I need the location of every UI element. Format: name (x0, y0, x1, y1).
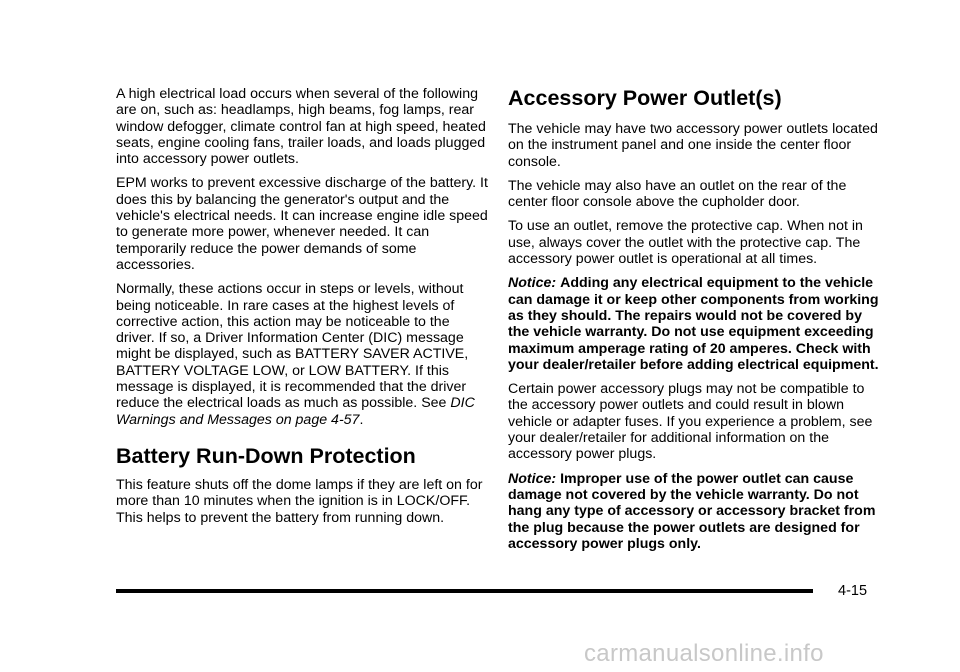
left-column (116, 86, 488, 534)
paragraph-rear-outlet: The vehicle may also have an outlet on the rear of the center floor console above the cupholder door. (508, 177, 847, 211)
battery-rundown-heading: Battery Run-Down Protection (116, 443, 416, 468)
right-column (508, 85, 880, 560)
paragraph-outlet-locations: The vehicle may have two accessory power outlets located on the instrument panel and one inside the center floor console. (508, 121, 878, 170)
notice-text: Adding any electrical equipment to the vehicle can damage it or keep other components from working as they should. The repairs would not be covered by the vehicle warranty. Do not use equipment exceeding maximum amperage rating of 20 amperes. Check with your dealer/retailer before adding electrical equipment. (508, 275, 879, 373)
notice-label: Notice: (508, 275, 557, 292)
watermark: carmanualsonline.info (584, 640, 824, 667)
page-number: 4-15 (838, 583, 868, 599)
paragraph-epm: EPM works to prevent excessive discharge of the battery. It does this by balancing the generator's output and the vehicle's electrical needs. It can increase engine idle speed to generate more power, whenever needed. It can temporarily reduce the power demands of some accessories. (116, 175, 488, 273)
paragraph-corrective-end: . (359, 411, 364, 428)
notice-improper-use (508, 471, 880, 552)
notice-label: Notice: (508, 470, 557, 487)
footer-rule (116, 589, 813, 593)
paragraph-electrical-load: A high electrical load occurs when several of the following are on, such as: headlamps, high beams, fog lamps, rear window defogger, climate control fan at high speed, heated seats, engine cooling fans, trailer loads, and loads plugged into accessory power outlets. (116, 86, 486, 168)
paragraph-corrective-action (116, 281, 488, 428)
accessory-power-outlets-heading: Accessory Power Outlet(s) (508, 86, 782, 110)
notice-electrical-equipment (508, 275, 880, 373)
paragraph-plug-compatibility: Certain power accessory plugs may not be compatible to the accessory power outlets and could result in blown vehicle or adapter fuses. If you experience a problem, see your dealer/retailer for additional information on the accessory power plugs. (508, 381, 873, 463)
paragraph-corrective-text: Normally, these actions occur in steps or levels, without being noticeable. In rare cases at the highest levels of corrective action, this action may be noticeable to the driver. If so, a Driver Information Center (DIC) message might be displayed, such as BATTERY SAVER ACTIVE, BATTERY VOLTAGE LOW, or LOW BATTERY. If this message is displayed, it is recommended that the driver reduce the electrical loads as much as possible. See (116, 281, 469, 412)
dic-warnings-reference-link[interactable]: DIC Warnings and Messages on page 4-57 (116, 395, 475, 428)
notice-text: Improper use of the power outlet can cause damage not covered by the vehicle warranty. Do not hang any type of accessory or accessory bracket from the plug because the power outlets are designed for accessory power plugs only. (508, 470, 876, 552)
paragraph-outlet-usage: To use an outlet, remove the protective cap. When not in use, always cover the outlet with the protective cap. The accessory power outlet is operational at all times. (508, 218, 863, 268)
paragraph-rundown-protection: This feature shuts off the dome lamps if they are left on for more than 10 minutes when the ignition is in LOCK/OFF. This helps to prevent the battery from running down. (116, 476, 483, 526)
